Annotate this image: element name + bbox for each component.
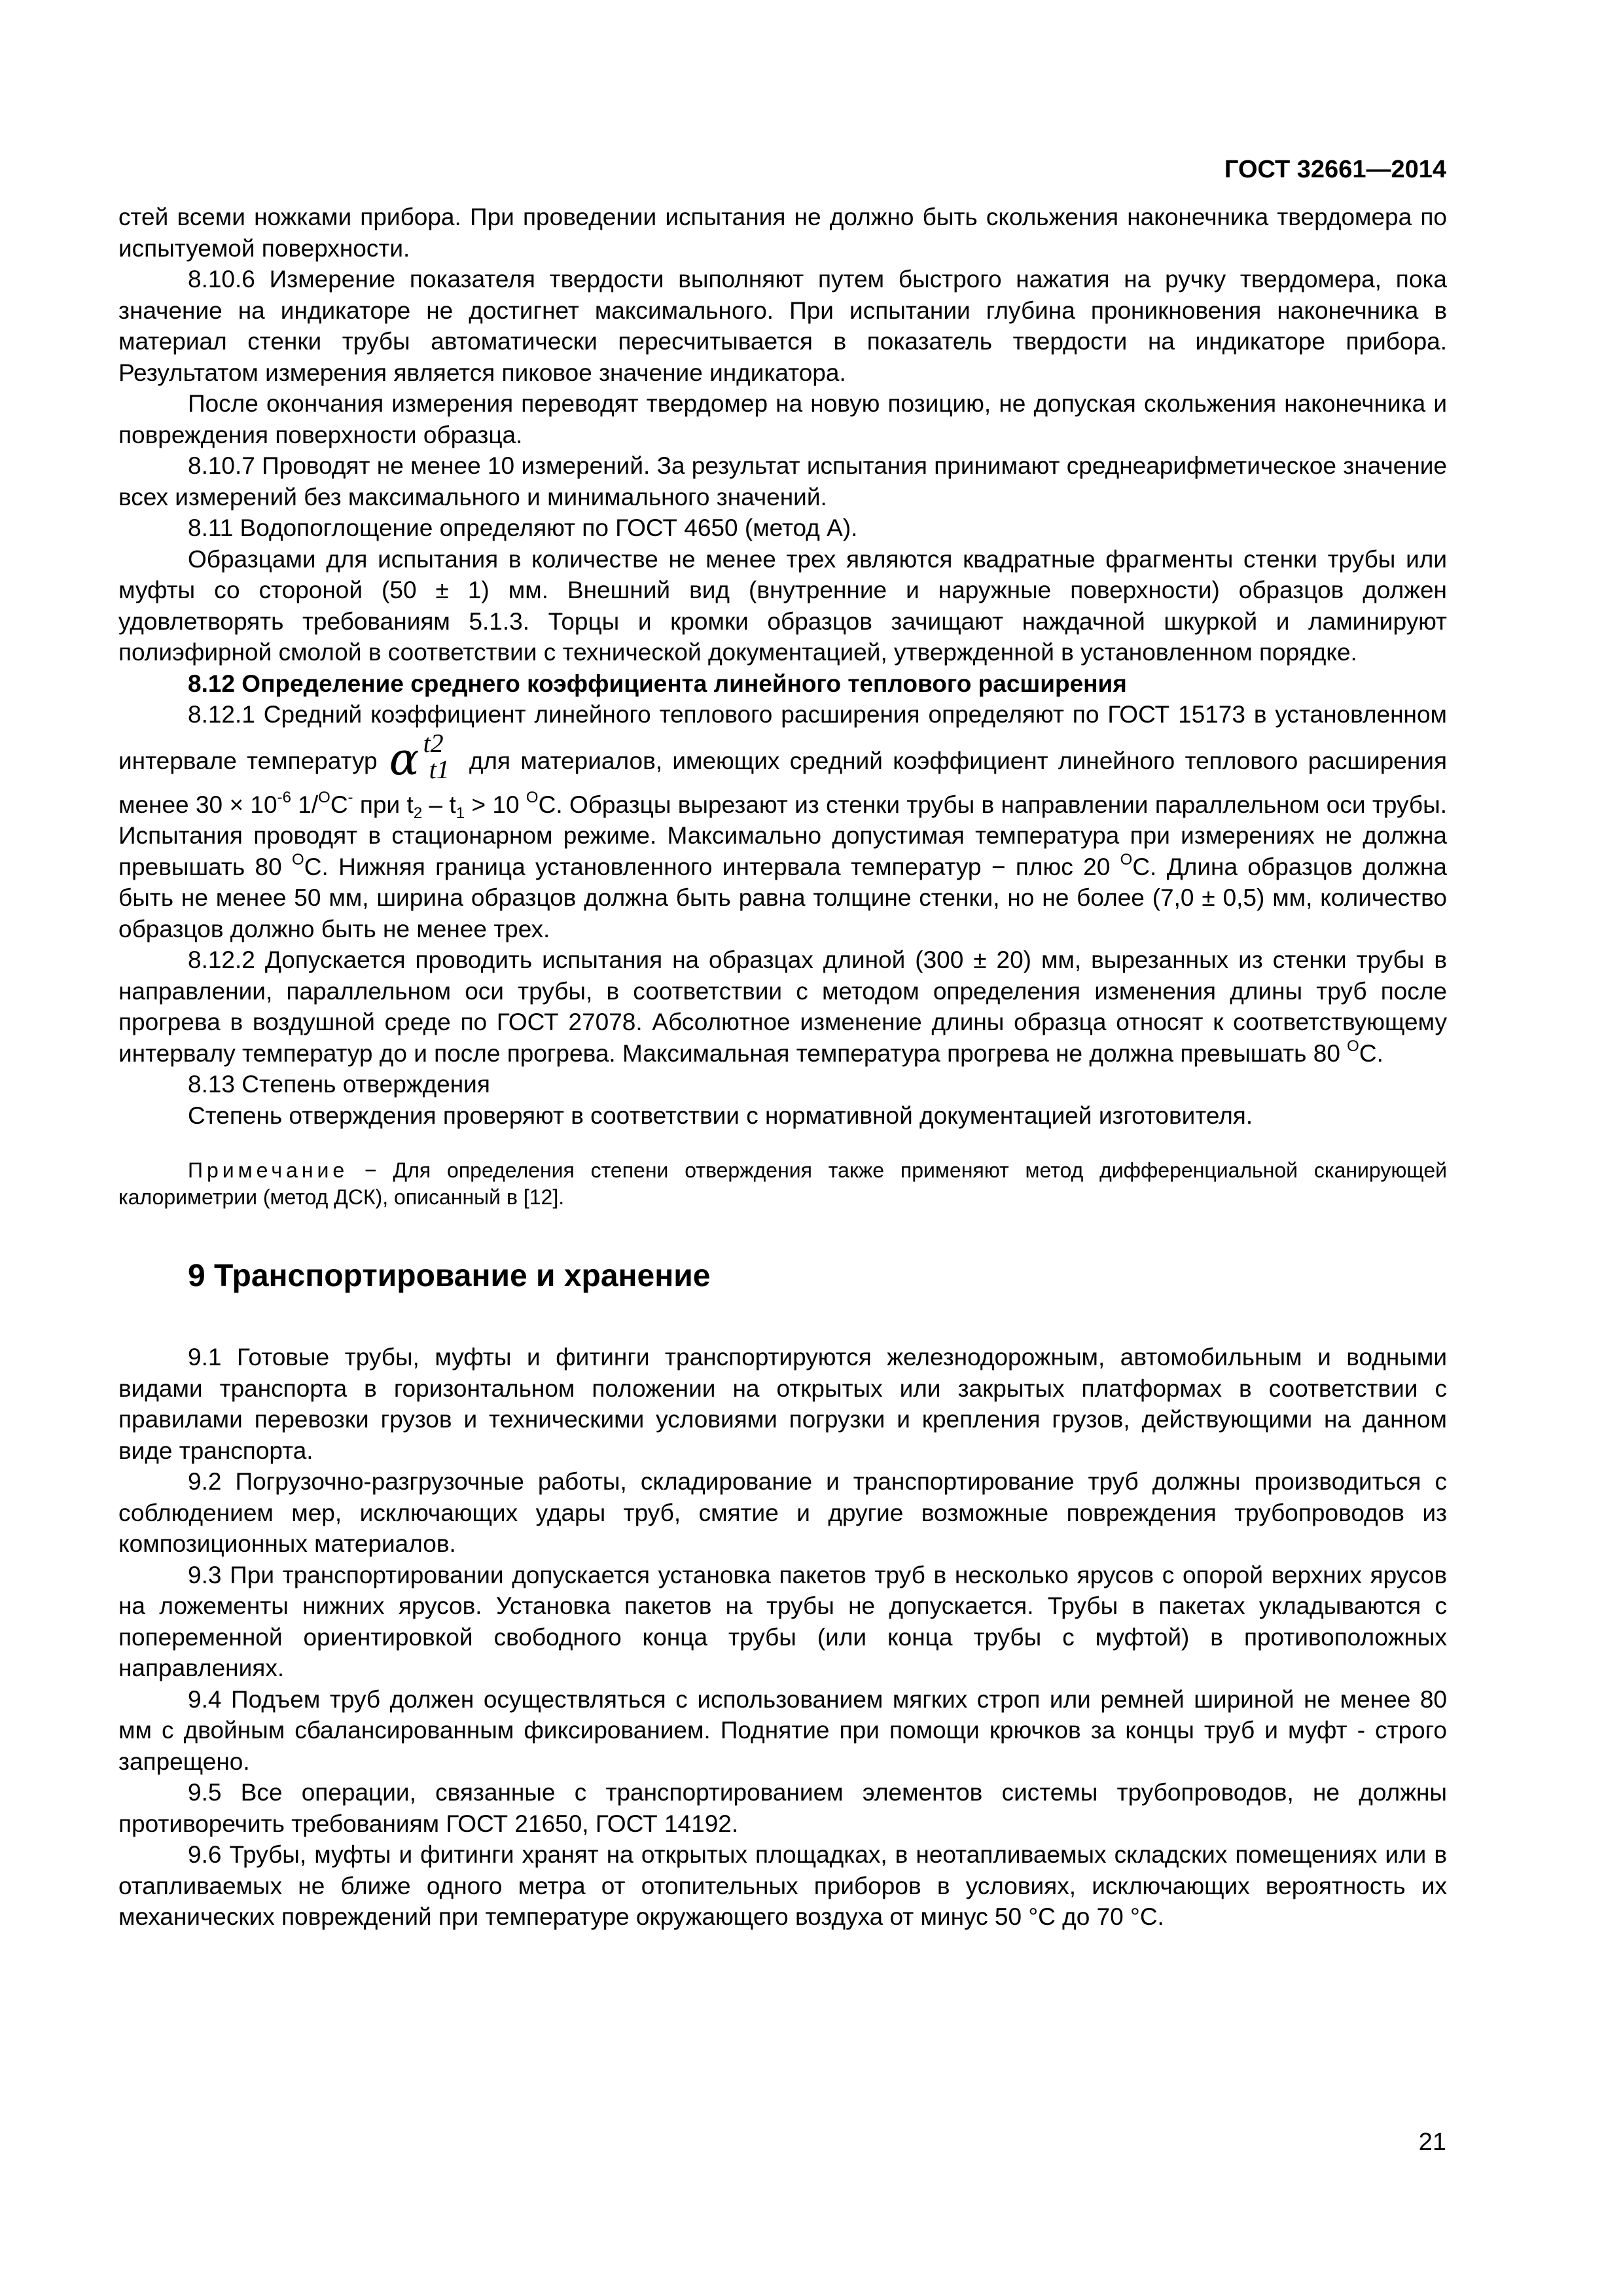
subscript-t1: 1 [455, 804, 465, 822]
paragraph-8-12-2 [118, 944, 1447, 1069]
paragraph-9-2: 9.2 Погрузочно-разгрузочные работы, складирование и транспортирование труб должны производиться с соблюдением мер, исключающих удары труб, смятие и другие возможные повреждения трубопроводов из композиционных материалов. [118, 1468, 1447, 1557]
text-8-12-1-h: C. Образцы вырезают из стенки трубы в направлении параллельном оси трубы. Испытания проводят в стационарном режиме. Максимально допустимая температура при измерениях не должна превышать 80 [118, 791, 1447, 880]
paragraph-9-3: 9.3 При транспортировании допускается установка пакетов труб в несколько ярусов с опорой верхних ярусов на ложементы нижних ярусов. Установка пакетов на трубы не допускается. Трубы в пакетах укладываются с попеременной ориентировкой свободного конца трубы (или конца трубы с муфтой) в противоположных направлениях. [118, 1561, 1447, 1681]
exponent: -6 [277, 788, 291, 806]
formula-subscript: t1 [429, 754, 450, 784]
section-9-title: 9 Транспортирование и хранение [188, 1259, 711, 1293]
subscript-t2: 2 [413, 804, 423, 822]
degree-sign: O [526, 788, 539, 806]
paragraph-8-13-text: Степень отверждения проверяют в соответствии с нормативной документацией изготовителя. [188, 1102, 1253, 1129]
text-8-12-1-f: – t [422, 791, 456, 818]
paragraph-9-4: 9.4 Подъем труб должен осуществляться с использованием мягких строп или ремней шириной не менее 80 мм с двойным сбалансированным фиксированием. Поднятие при помощи крючков за концы труб и муфт - строго запрещено. [118, 1685, 1447, 1775]
page-content [118, 202, 1447, 1933]
note [118, 1157, 1447, 1211]
text-8-12-1-j: C. Длина образцов должна быть не менее 50 мм, ширина образцов должна быть равна толщине стенки, но не более (7,0 ± 0,5) мм, количество образцов должно быть не менее трех. [118, 853, 1447, 942]
heading-8-12: 8.12 Определение среднего коэффициента линейного теплового расширения [188, 670, 1127, 697]
paragraph-9-6: 9.6 Трубы, муфты и фитинги хранят на открытых площадках, в неотапливаемых складских помещениях или в отапливаемых не ближе одного метра от отопительных приборов в условиях, исключающих вероятность их механических повреждений при температуре окружающего воздуха от минус 50 °С до 70 °С. [118, 1841, 1447, 1930]
degree-sign: O [1347, 1037, 1359, 1055]
document-code: ГОСТ 32661—2014 [1224, 156, 1446, 183]
text-8-12-1-d: C [330, 791, 348, 818]
text-8-12-1-g: > 10 [465, 791, 526, 818]
degree-sign: O [1120, 850, 1133, 869]
paragraph-8-11-samples: Образцами для испытания в количестве не менее трех являются квадратные фрагменты стенки трубы или муфты со стороной (50 ± 1) мм. Внешний вид (внутренние и наружные поверхности) образцов должен удовлетворять требованиям 5.1.3. Торцы и кромки образцов зачищают наждачной шкуркой и ламинируют полиэфирной смолой в соответствии с технической документацией, утвержденной в установленном порядке. [118, 545, 1447, 666]
note-label: Примечание [188, 1158, 349, 1182]
paragraph-continuation: стей всеми ножками прибора. При проведении испытания не должно быть скольжения наконечника твердомера по испытуемой поверхности. [118, 204, 1447, 262]
degree-sign: O [292, 850, 304, 869]
note-text: − Для определения степени отверждения также применяют метод дифференциальной сканирующей калориметрии (метод ДСК), описанный в [12]. [118, 1158, 1447, 1209]
degree-sign: O [318, 788, 330, 806]
text-8-12-1-i: C. Нижняя граница установленного интервала температур − плюс 20 [304, 853, 1120, 880]
text-8-12-1-start: 8.12.1 Средний коэффициент линейного теплового расширения определяют по ГОСТ 15173 в установленном интервале температур [118, 701, 1447, 774]
paragraph-8-12-1 [118, 699, 1447, 944]
text-8-12-2-b: C. [1359, 1039, 1383, 1067]
formula-alpha-symbol: α [389, 733, 419, 785]
text-8-12-1-e: при t [353, 791, 414, 818]
text-8-12-2-a: 8.12.2 Допускается проводить испытания на образцах длиной (300 ± 20) мм, вырезанных из стенки трубы в направлении, параллельном оси трубы, в соответствии с методом определения изменения длины труб после прогрева в воздушной среде по ГОСТ 27078. Абсолютное изменение длины образца относят к соответствующему интервалу температур до и после прогрева. Максимальная температура прогрева не должна превышать 80 [118, 946, 1447, 1067]
text-8-12-1-c: 1/ [291, 791, 319, 818]
paragraph-8-10-6: 8.10.6 Измерение показателя твердости выполняют путем быстрого нажатия на ручку твердомера, пока значение на индикаторе не достигнет максимального. При испытании глубина проникновения наконечника в материал стенки трубы автоматически пересчитывается в показатель твердости на индикаторе прибора. Результатом измерения является пиковое значение индикатора. [118, 266, 1447, 386]
text-8-12-1-b: для материалов, имеющих средний коэффициент линейного теплового расширения менее 30 × 10 [118, 747, 1448, 818]
paragraph-8-10-7: 8.10.7 Проводят не менее 10 измерений. За результат испытания принимают среднеарифметическое значение всех измерений без максимального и минимального значений. [118, 452, 1447, 511]
paragraph-9-5: 9.5 Все операции, связанные с транспортированием элементов системы трубопроводов, не должны противоречить требованиям ГОСТ 21650, ГОСТ 14192. [118, 1779, 1447, 1837]
superscript-minus: - [348, 788, 353, 806]
paragraph-9-1: 9.1 Готовые трубы, муфты и фитинги транспортируются железнодорожным, автомобильным и водными видами транспорта в горизонтальном положении на открытых или закрытых платформах в соответствии с правилами перевозки грузов и техническими условиями погрузки и крепления грузов, действующими на данном виде транспорта. [118, 1344, 1447, 1464]
formula-superscript: t2 [423, 728, 444, 758]
paragraph-after-measurement: После окончания измерения переводят твердомер на новую позицию, не допуская скольжения наконечника и повреждения поверхности образца. [118, 390, 1447, 448]
paragraph-8-11: 8.11 Водопоглощение определяют по ГОСТ 4650 (метод А). [188, 514, 858, 541]
page-number: 21 [1418, 2128, 1446, 2156]
paragraph-8-13: 8.13 Степень отверждения [188, 1071, 490, 1098]
formula-alpha-t1-t2 [378, 728, 469, 785]
